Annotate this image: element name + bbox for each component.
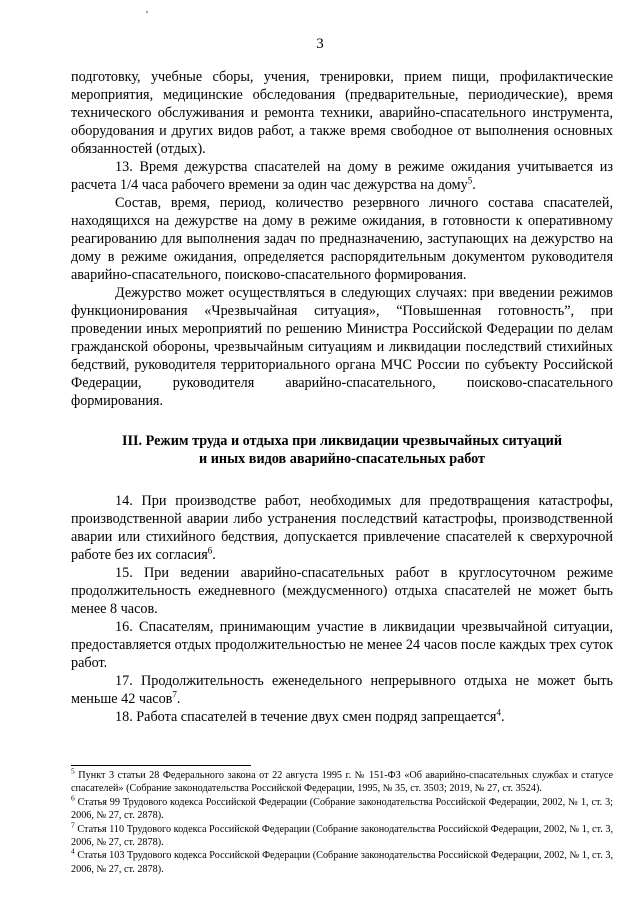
section-heading [71, 432, 613, 468]
footnote-ref[interactable]: 6 [207, 545, 213, 556]
footnote-ref[interactable]: 5 [467, 175, 473, 186]
footnote-4: $^4$ Статья 103 Трудового кодекса Российской Федерации (Собрание законодательства Российской Федерации, 2002, № 1, ст. 3, 2006, № 27, ст. 2878). [71, 847, 613, 875]
footnote-5: $^5$ Пункт 3 статьи 28 Федерального закона от 22 августа 1995 г. № 151-ФЗ «Об аварийно-спасательных службах и статусе спасателей» (Собрание законодательства Российской Федерации, 1995, № 35, ст. 3503; 2019, № 27, ст. 3524). [71, 766, 613, 795]
paragraph-duty-cases: Дежурство может осуществляться в следующих случаях: при введении режимов функционирования «Чрезвычайная ситуация», “Повышенная готовность”, при проведении иных мероприятий по решению Министра Российской Федерации по делам гражданской обороны, чрезвычайным ситуациям и ликвидации последствий стихийных бедствий, руководителя территориального органа МЧС России по субъекту Российской Федерации, руководителя аварийно-спасательного, поисково-спасательного формирования. [71, 285, 613, 409]
paragraph-17: 17. Продолжительность еженедельного непрерывного отдыха не может быть меньше 42 часов$^7$. [71, 673, 613, 707]
page-number: 3 [316, 36, 324, 52]
section-heading-line-1: III. Режим труда и отдыха при ликвидации чрезвычайных ситуаций [121, 433, 563, 449]
paragraph-18: 18. Работа спасателей в течение двух смен подряд запрещается$^4$. [115, 707, 505, 725]
paragraph-16: 16. Спасателям, принимающим участие в ликвидации чрезвычайной ситуации, предоставляется отдых продолжительностью не менее 24 часов после каждых трех суток работ. [71, 619, 613, 671]
section-heading-line-2: и иных видов аварийно-спасательных работ [199, 451, 485, 467]
footnote-ref[interactable]: 4 [496, 707, 501, 718]
footnote-separator [71, 765, 251, 766]
paragraph-13: 13. Время дежурства спасателей на дому в режиме ожидания учитывается из расчета 1/4 часа рабочего времени за один час дежурства на дому$^5$. [71, 159, 613, 193]
paragraph-composition: Состав, время, период, количество резервного личного состава спасателей, находящихся на дежурстве на дому в режиме ожидания, в готовности к оперативному реагированию для выполнения задач по предназначению, заступающих на дежурство на дому в режиме ожидания, определяется распорядительным документом руководителя аварийно-спасательного, поисково-спасательного формирования. [71, 195, 613, 283]
footnote-7: $^7$ Статья 110 Трудового кодекса Российской Федерации (Собрание законодательства Российской Федерации, 2002, № 1, ст. 3, 2006, № 27, ст. 2878). [71, 820, 613, 849]
corner-mark: ′ [146, 10, 149, 21]
document-body [71, 68, 613, 726]
paragraph-15: 15. При ведении аварийно-спасательных работ в круглосуточном режиме продолжительность ежедневного (междусменного) отдыха спасателей не может быть менее 8 часов. [71, 565, 613, 617]
footnote-6: $^6$ Статья 99 Трудового кодекса Российской Федерации (Собрание законодательства Российской Федерации, 2002, № 1, ст. 3; 2006, № 27, ст. 2878). [71, 793, 613, 822]
paragraph-14: 14. При производстве работ, необходимых для предотвращения катастрофы, производственной аварии либо устранения последствий катастрофы, производственной аварии или стихийного бедствия, допускается привлечение спасателей к сверхурочной работе без их согласия$^6$. [71, 493, 613, 563]
footnote-ref[interactable]: 7 [172, 689, 177, 700]
paragraph-continuation: подготовку, учебные сборы, учения, тренировки, прием пищи, профилактические мероприятия, медицинские обследования (предварительные, периодические), время технического обслуживания и ремонта техники, аварийно-спасательного инструмента, оборудования и других видов работ, а также время свободное от выполнения основных обязанностей (отдых). [71, 69, 613, 157]
footnotes [71, 766, 613, 876]
